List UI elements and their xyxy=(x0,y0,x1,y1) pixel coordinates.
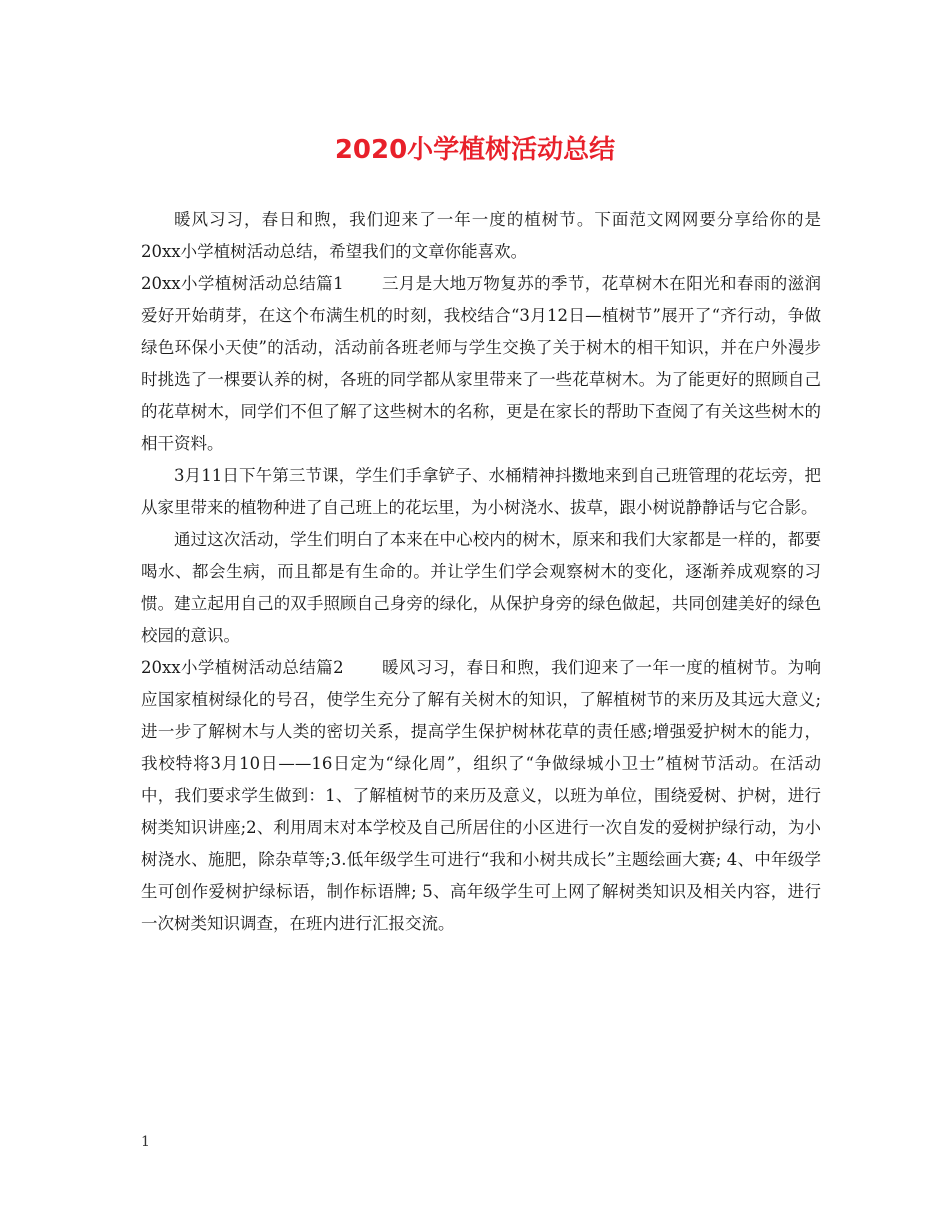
document-title: 2020小学植树活动总结 xyxy=(334,135,616,165)
section1-paragraph xyxy=(141,268,821,460)
page-number: 1 xyxy=(141,1134,150,1150)
section2-heading: 20xx小学植树活动总结篇2 xyxy=(141,658,344,677)
section1-heading: 20xx小学植树活动总结篇1 xyxy=(141,274,344,293)
section1-first-text: 三月是大地万物复苏的季节，花草树木在阳光和春雨的滋润爱好开始萌芽，在这个布满生机的时刻，我校结合“3月12日—植树节”展开了“齐行动，争做绿色环保小天使”的活动，活动前各班老师与学生交换了关于树木的相干知识，并在户外漫步时挑选了一棵要认养的树，各班的同学都从家里带来了一些花草树木。为了能更好的照顾自己的花草树木，同学们不但了解了这些树木的名称，更是在家长的帮助下查阅了有关这些树木的相干资料。 xyxy=(141,274,822,453)
document-body xyxy=(141,204,821,940)
section1-paragraph-2: 3月11日下午第三节课，学生们手拿铲子、水桶精神抖擞地来到自己班管理的花坛旁，把从家里带来的植物种进了自己班上的花坛里，为小树浇水、拔草，跟小树说静静话与它合影。 xyxy=(141,466,821,517)
section1-paragraph-3: 通过这次活动，学生们明白了本来在中心校内的树木，原来和我们大家都是一样的，都要喝水、都会生病，而且都是有生命的。并让学生们学会观察树木的变化，逐渐养成观察的习惯。建立起用自己的双手照顾自己身旁的绿化，从保护身旁的绿色做起，共同创建美好的绿色校园的意识。 xyxy=(141,530,821,645)
section2-first-text: 暖风习习，春日和煦，我们迎来了一年一度的植树节。为响应国家植树绿化的号召，使学生充分了解有关树木的知识，了解植树节的来历及其远大意义;进一步了解树木与人类的密切关系，提高学生保护树林花草的责任感;增强爱护树木的能力，我校特将3月10日——16日定为“绿化周”，组织了“争做绿城小卫士”植树节活动。在活动中，我们要求学生做到：1、了解植树节的来历及意义，以班为单位，围绕爱树、护树，进行树类知识讲座;2、利用周末对本学校及自己所居住的小区进行一次自发的爱树护绿行动，为小树浇水、施肥，除杂草等;3.低年级学生可进行“我和小树共成长”主题绘画大赛; 4、中年级学生可创作爱树护绿标语，制作标语牌; 5、高年级学生可上网了解树类知识及相关内容，进行一次树类知识调查，在班内进行汇报交流。 xyxy=(141,658,822,933)
section2-paragraph xyxy=(141,652,821,940)
intro-paragraph: 暖风习习，春日和煦，我们迎来了一年一度的植树节。下面范文网网要分享给你的是20xx小学植树活动总结，希望我们的文章你能喜欢。 xyxy=(141,210,821,261)
